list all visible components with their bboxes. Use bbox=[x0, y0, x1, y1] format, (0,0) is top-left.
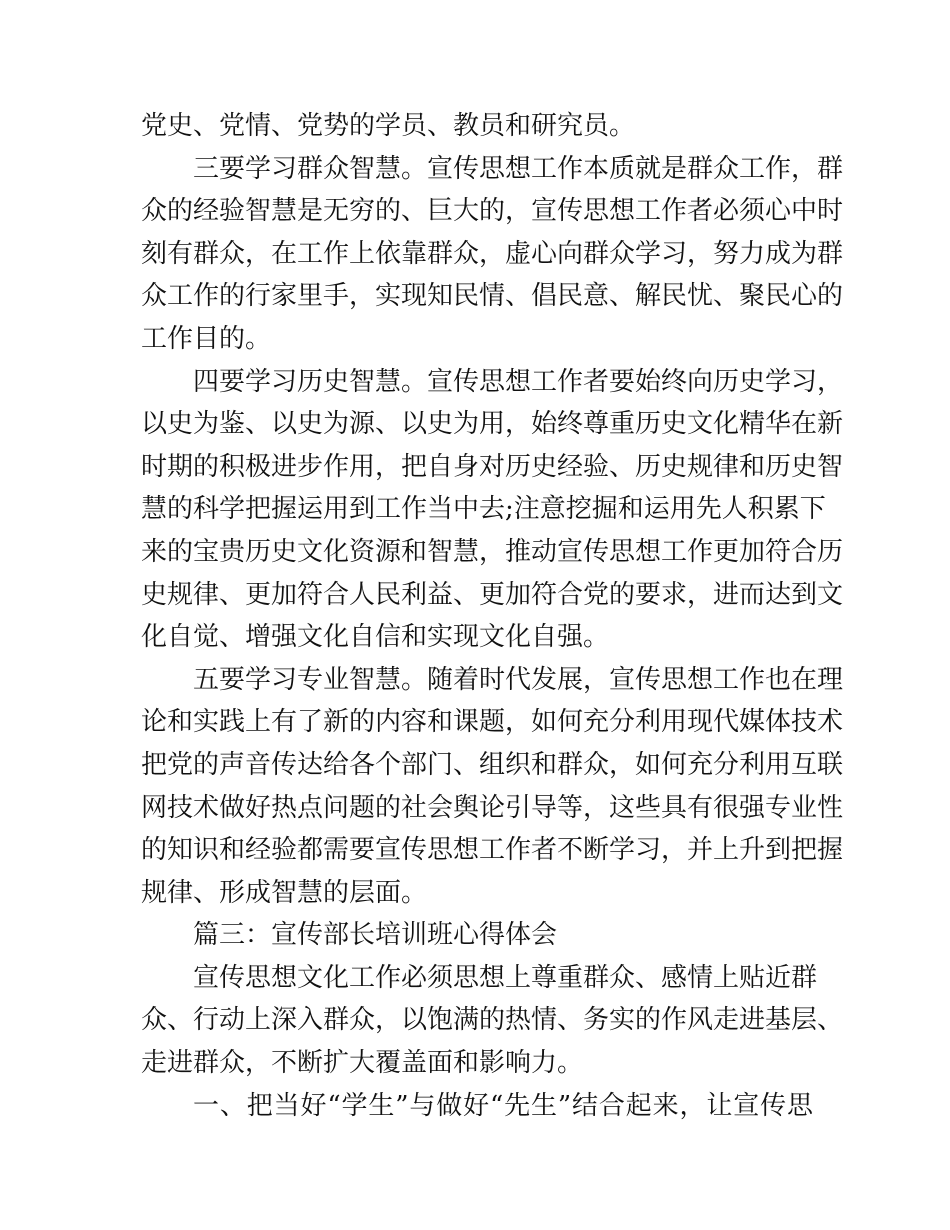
text-line: 党史、党情、党势的学员、教员和研究员。 bbox=[141, 111, 636, 141]
text-line: 三要学习群众智慧。宣传思想工作本质就是群众工作，群 bbox=[193, 153, 844, 184]
text-line: 规律、形成智慧的层面。 bbox=[141, 877, 428, 908]
text-line: 篇三：宣传部长培训班心得体会 bbox=[193, 920, 558, 951]
text-line: 众工作的行家里手，实现知民情、倡民意、解民忧、聚民心的 bbox=[141, 281, 844, 312]
text-line: 论和实践上有了新的内容和课题，如何充分利用现代媒体技术 bbox=[141, 707, 844, 738]
text-line: 四要学习历史智慧。宣传思想工作者要始终向历史学习， bbox=[193, 366, 844, 397]
text-line: 网技术做好热点问题的社会舆论引导等，这些具有很强专业性 bbox=[141, 792, 844, 823]
text-line: 众、行动上深入群众，以饱满的热情、务实的作风走进基层、 bbox=[141, 1005, 844, 1036]
text-line: 众的经验智慧是无穷的、巨大的，宣传思想工作者必须心中时 bbox=[141, 196, 844, 227]
text-line: 慧的科学把握运用到工作当中去;注意挖掘和运用先人积累下 bbox=[141, 494, 826, 525]
text-line: 时期的积极进步作用，把自身对历史经验、历史规律和历史智 bbox=[141, 451, 844, 482]
text-line: 把党的声音传达给各个部门、组织和群众，如何充分利用互联 bbox=[141, 749, 844, 780]
text-line: 的知识和经验都需要宣传思想工作者不断学习，并上升到把握 bbox=[141, 835, 844, 866]
text-line: 史规律、更加符合人民利益、更加符合党的要求，进而达到文 bbox=[141, 579, 844, 610]
text-line: 刻有群众，在工作上依靠群众，虚心向群众学习，努力成为群 bbox=[141, 238, 844, 269]
text-line: 来的宝贵历史文化资源和智慧，推动宣传思想工作更加符合历 bbox=[141, 536, 844, 567]
body-text bbox=[141, 105, 844, 1127]
text-line: 五要学习专业智慧。随着时代发展，宣传思想工作也在理 bbox=[193, 664, 844, 695]
text-line: 宣传思想文化工作必须思想上尊重群众、感情上贴近群 bbox=[193, 962, 818, 993]
text-line: 走进群众，不断扩大覆盖面和影响力。 bbox=[141, 1048, 584, 1079]
text-line: 以史为鉴、以史为源、以史为用，始终尊重历史文化精华在新 bbox=[141, 409, 844, 440]
text-line: 工作目的。 bbox=[141, 323, 272, 354]
text-line: 一、把当好“学生”与做好“先生”结合起来，让宣传思 bbox=[193, 1090, 813, 1121]
text-line: 化自觉、增强文化自信和实现文化自强。 bbox=[141, 622, 610, 653]
